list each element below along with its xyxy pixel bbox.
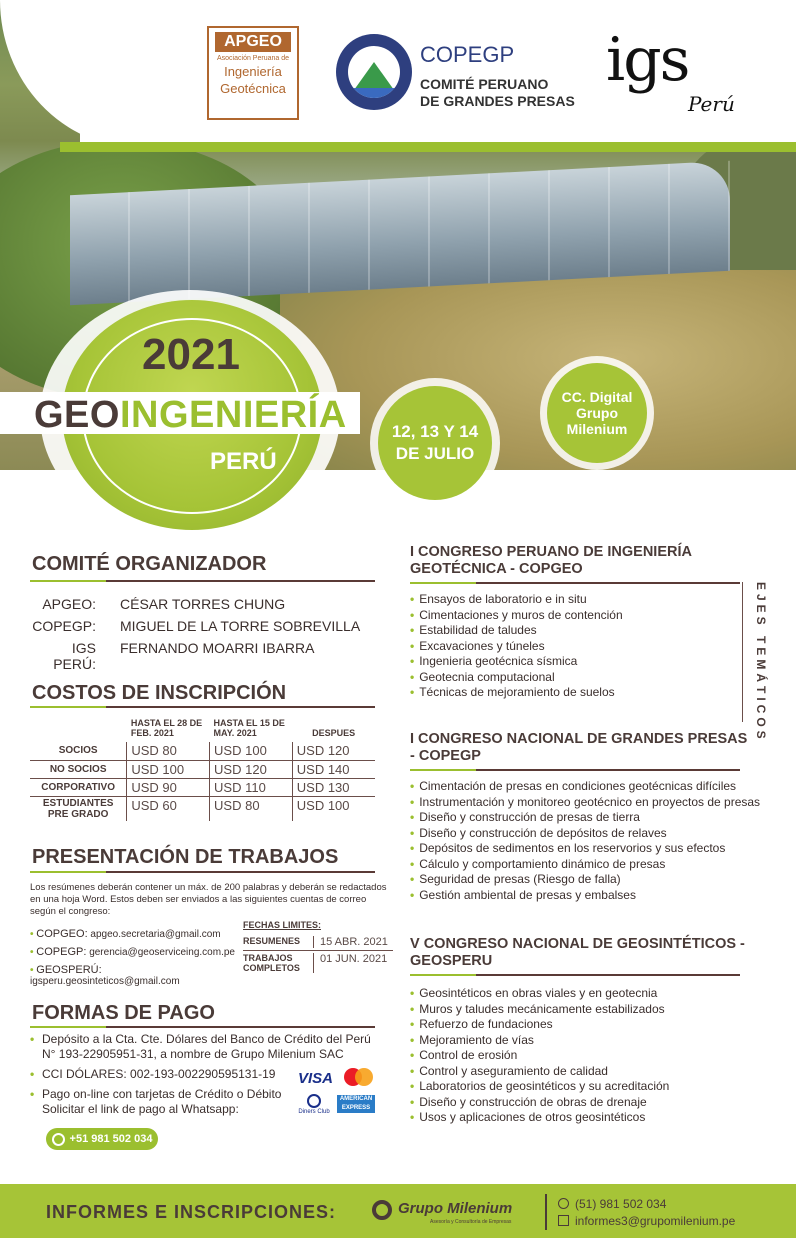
mail-icon: [558, 1215, 569, 1226]
email-address[interactable]: gerencia@geoserviceing.com.pe: [89, 947, 235, 958]
deadline-key: RESUMENES: [243, 936, 301, 946]
deadlines: [243, 920, 393, 975]
grupo-milenium-icon: [372, 1200, 392, 1220]
costs-cell: USD 100: [296, 797, 350, 813]
payment-item: • Pago on-line con tarjetas de Crédito o Débito Solicitar el link de pago al Whatsapp:: [30, 1087, 292, 1117]
copegp-badge-icon: [336, 34, 412, 110]
costs-row-label: NO SOCIOS: [30, 760, 127, 778]
amex-logo: AMERICAN EXPRESS: [337, 1095, 375, 1113]
congress-title-geosperu: V CONGRESO NACIONAL DE GEOSINTÉTICOS - GEOSPERU: [410, 936, 745, 969]
topic-item: • Muros y taludes mecánicamente estabilizados: [410, 1002, 760, 1018]
comite-value: MIGUEL DE LA TORRE SOBREVILLA: [120, 618, 361, 634]
header-band: [80, 0, 796, 148]
topic-item: • Control de erosión: [410, 1048, 760, 1064]
whatsapp-number: +51 981 502 034: [69, 1133, 153, 1145]
topic-item: • Depósitos de sedimentos en los reservorios y sus efectos: [410, 841, 760, 857]
topic-item: • Ingenieria geotécnica sísmica: [410, 654, 760, 670]
presentacion-rule: [30, 871, 375, 873]
event-title: [34, 394, 347, 437]
payment-text: Pago on-line con tarjetas de Crédito o Débito Solicitar el link de pago al Whatsapp:: [42, 1087, 282, 1116]
ejes-divider: [742, 582, 743, 722]
venue-badge: [547, 363, 647, 463]
apgeo-abbr: APGEO: [215, 32, 291, 52]
comite-title: COMITÉ ORGANIZADOR: [32, 553, 267, 575]
topic-item: • Estabilidad de taludes: [410, 623, 760, 639]
costs-table: [30, 716, 375, 821]
email-address[interactable]: igsperu.geosinteticos@gmail.com: [30, 976, 180, 987]
topic-item: • Geosintéticos en obras viales y en geotecnia: [410, 986, 760, 1002]
costs-header-empty: [30, 716, 127, 742]
topic-item: • Diseño y construcción de depósitos de relaves: [410, 826, 760, 842]
topic-item: • Mejoramiento de vías: [410, 1033, 760, 1049]
topic-item: • Diseño y construcción de presas de tierra: [410, 810, 760, 826]
email-key: COPEGP:: [36, 946, 87, 958]
costs-cell: USD 110: [210, 778, 293, 796]
footer-phone-row[interactable]: [558, 1196, 735, 1213]
costs-cell: USD 100: [210, 742, 293, 760]
footer-email: informes3@grupomilenium.pe: [575, 1214, 736, 1228]
payment-text: Depósito a la Cta. Cte. Dólares del Banco de Crédito del Perú N° 193-22905951-31, a nombre de Grupo Milenium SAC: [42, 1032, 371, 1061]
event-venue: CC. Digital Grupo Milenium: [561, 389, 633, 437]
footer-email-row[interactable]: [558, 1213, 735, 1230]
footer-divider: [545, 1194, 547, 1230]
copegp-abbr: COPEGP: [420, 42, 515, 67]
copegp-fullname: [420, 76, 575, 110]
costs-cell: USD 120: [210, 760, 293, 778]
topic-item: • Excavaciones y túneles: [410, 639, 760, 655]
presentacion-title: PRESENTACIÓN DE TRABAJOS: [32, 846, 339, 868]
costs-cell: USD 60: [127, 796, 210, 821]
topics-geosperu: [410, 986, 760, 1126]
congress-rule: [410, 769, 740, 771]
costs-cell: USD 120: [292, 742, 375, 760]
email-item: • COPGEO: apgeo.secretaria@gmail.com: [30, 928, 221, 940]
whatsapp-icon: [52, 1133, 65, 1146]
congress-rule: [410, 582, 740, 584]
header-stripe: [60, 142, 796, 152]
costs-cell: USD 140: [292, 760, 375, 778]
email-address[interactable]: apgeo.secretaria@gmail.com: [90, 929, 221, 940]
comite-row: [30, 618, 370, 640]
copegp-line1: COMITÉ PERUANO: [420, 76, 549, 92]
ground: [280, 270, 796, 470]
costs-cell: USD 100: [127, 760, 210, 778]
apgeo-line2: Ingeniería: [224, 64, 282, 79]
topic-item: • Diseño y construcción de obras de drenaje: [410, 1095, 760, 1111]
costs-row-label: SOCIOS: [30, 742, 127, 760]
email-item: • GEOSPERÚ: igsperu.geosinteticos@gmail.com: [30, 964, 180, 987]
topic-item: • Refuerzo de fundaciones: [410, 1017, 760, 1033]
payment-item: • Depósito a la Cta. Cte. Dólares del Banco de Crédito del Perú N° 193-22905951-31, a nombre de Grupo Milenium SAC: [30, 1032, 380, 1062]
deadlines-title: FECHAS LIMITES:: [243, 920, 321, 930]
congress-rule: [410, 974, 740, 976]
topic-item: • Usos y aplicaciones de otros geosintéticos: [410, 1110, 760, 1126]
grupo-milenium-logo: [372, 1198, 532, 1226]
topics-copegp: [410, 779, 760, 903]
comite-value: CÉSAR TORRES CHUNG: [120, 596, 286, 612]
costs-header-row: [30, 716, 375, 742]
grupo-milenium-name: Grupo Milenium: [398, 1200, 513, 1217]
title-ingenieria: INGENIERÍA: [119, 394, 347, 436]
costs-row-label: ESTUDIANTES PRE GRADO: [30, 796, 127, 821]
footer-contact: [558, 1196, 735, 1230]
congress-title-copegp: I CONGRESO NACIONAL DE GRANDES PRESAS - COPEGP: [410, 731, 748, 764]
comite-list: [30, 596, 370, 672]
costos-title: COSTOS DE INSCRIPCIÓN: [32, 682, 287, 704]
whatsapp-button[interactable]: [46, 1128, 158, 1150]
comite-value: FERNANDO MOARRI IBARRA: [120, 640, 315, 656]
comite-key: APGEO:: [42, 596, 96, 612]
deadline-row: [243, 951, 393, 975]
topic-item: • Seguridad de presas (Riesgo de falla): [410, 872, 760, 888]
costs-row: [30, 796, 375, 821]
apgeo-line1: Asociación Peruana de: [217, 55, 289, 62]
comite-key: COPEGP:: [32, 618, 96, 634]
topic-item: • Gestión ambiental de presas y embalses: [410, 888, 760, 904]
deadline-date: 01 JUN. 2021: [313, 953, 393, 973]
deadline-row: [243, 934, 393, 951]
event-dates: 12, 13 Y 14 DE JULIO: [391, 422, 479, 463]
costs-cell: USD 80: [210, 796, 293, 821]
costs-cell: USD 90: [127, 778, 210, 796]
igs-logo: igs: [606, 25, 689, 95]
apgeo-line3: Geotécnica: [220, 81, 286, 96]
congress-title-copgeo: I CONGRESO PERUANO DE INGENIERÍA GEOTÉCNICA - COPGEO: [410, 544, 692, 577]
topic-item: • Geotecnia computacional: [410, 670, 760, 686]
apgeo-logo: [207, 26, 299, 120]
payment-text: CCI DÓLARES: 002-193-002290595131-19: [42, 1067, 276, 1081]
pago-rule: [30, 1026, 375, 1028]
email-item: • COPEGP: gerencia@geoserviceing.com.pe: [30, 946, 235, 958]
email-list: [30, 928, 250, 987]
costs-header: DESPUES: [312, 728, 356, 738]
email-key: GEOSPERÚ:: [36, 964, 102, 976]
deadline-date: 15 ABR. 2021: [313, 936, 393, 948]
costs-header: HASTA EL 28 DE FEB. 2021: [130, 718, 203, 738]
pago-title: FORMAS DE PAGO: [32, 1002, 215, 1024]
costs-row: [30, 742, 375, 760]
title-geo: GEO: [34, 394, 120, 436]
email-key: COPGEO:: [36, 928, 88, 940]
presentacion-text: Los resúmenes deberán contener un máx. de 200 palabras y deberán se redactados en una hoja Word. Estos deben ser enviados a las siguientes cuentas de correo según el congreso:: [30, 882, 387, 917]
footer-phone: (51) 981 502 034: [575, 1197, 667, 1211]
comite-row: [30, 596, 370, 618]
diners-logo: [298, 1094, 330, 1115]
topic-item: • Instrumentación y monitoreo geotécnico en proyectos de presas: [410, 795, 760, 811]
igs-country: Perú: [688, 92, 735, 116]
comite-key: IGS PERÚ:: [53, 640, 96, 672]
topics-copgeo: [410, 592, 760, 701]
visa-logo: VISA: [298, 1070, 334, 1087]
diners-label: Diners Club: [298, 1109, 330, 1115]
costs-row: [30, 760, 375, 778]
topic-item: • Cálculo y comportamiento dinámico de presas: [410, 857, 760, 873]
topic-item: • Cimentación de presas en condiciones geotécnicas difíciles: [410, 779, 760, 795]
copegp-line2: DE GRANDES PRESAS: [420, 93, 575, 109]
footer-title: INFORMES E INSCRIPCIONES:: [46, 1202, 337, 1222]
costs-cell: USD 130: [292, 778, 375, 796]
event-year: 2021: [142, 330, 240, 379]
phone-icon: [558, 1198, 569, 1209]
payment-item: • CCI DÓLARES: 002-193-002290595131-19: [30, 1067, 276, 1081]
topic-item: • Ensayos de laboratorio e in situ: [410, 592, 760, 608]
costs-header: HASTA EL 15 DE MAY. 2021: [213, 718, 285, 738]
comite-rule: [30, 580, 375, 582]
topic-item: • Control y aseguramiento de calidad: [410, 1064, 760, 1080]
topic-item: • Laboratorios de geosintéticos y su acreditación: [410, 1079, 760, 1095]
comite-row: [30, 640, 370, 672]
costs-cell: USD 80: [127, 742, 210, 760]
ejes-tematicos-label: EJES TEMÁTICOS: [754, 582, 768, 743]
costos-rule: [30, 706, 375, 708]
costs-row: [30, 778, 375, 796]
topic-item: • Cimentaciones y muros de contención: [410, 608, 760, 624]
mastercard-logo: [342, 1068, 374, 1090]
deadline-key: TRABAJOS COMPLETOS: [243, 953, 300, 973]
topic-item: • Técnicas de mejoramiento de suelos: [410, 685, 760, 701]
dates-badge: [378, 386, 492, 500]
grupo-milenium-tagline: Asesoría y Consultoría de Empresas: [430, 1219, 512, 1225]
costs-row-label: CORPORATIVO: [30, 778, 127, 796]
event-country: PERÚ: [210, 448, 277, 475]
